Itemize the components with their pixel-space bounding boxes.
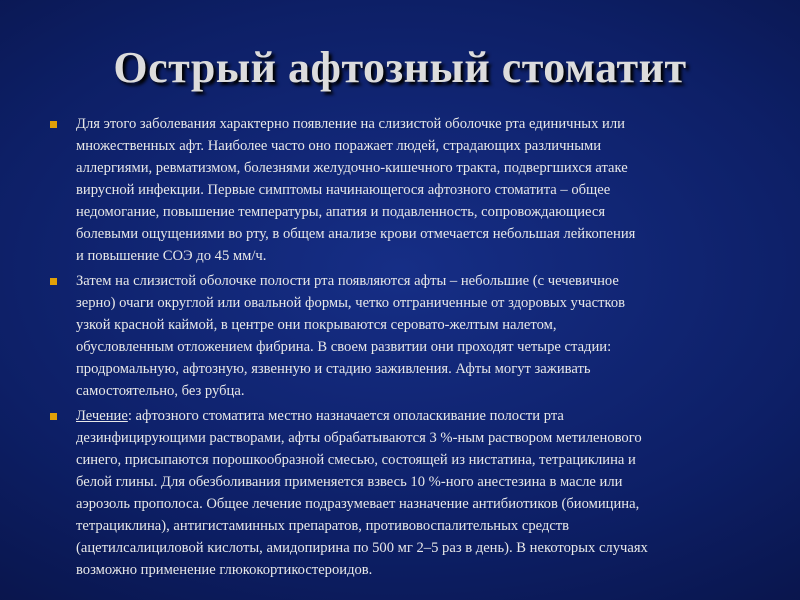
text-line: множественных афт. Наиболее часто оно поражает людей, страдающих различными xyxy=(76,138,602,154)
paragraph-aphthae xyxy=(48,270,762,402)
text-line: возможно применение глюкокортикостероидов. xyxy=(76,562,373,578)
text-line: аллергиями, ревматизмом, болезнями желудочно-кишечного тракта, подвергшихся атаке xyxy=(76,160,628,176)
text-line: болевыми ощущениями во рту, в общем анализе крови отмечается небольшая лейкопения xyxy=(76,226,636,242)
text-line: вирусной инфекции. Первые симптомы начинающегося афтозного стоматита – общее xyxy=(76,182,611,198)
bullet-icon xyxy=(50,413,57,420)
treatment-heading: Лечение xyxy=(76,408,128,424)
slide-title: Острый афтозный стоматит xyxy=(113,43,687,92)
paragraph-symptoms xyxy=(48,113,762,267)
text-line: узкой красной каймой, в центре они покрываются серовато-желтым налетом, xyxy=(76,317,557,333)
text-line: и повышение СОЭ до 45 мм/ч. xyxy=(76,248,267,264)
text-line: тетрациклина), антигистаминных препаратов, противовоспалительных средств xyxy=(76,518,570,534)
bullet-icon xyxy=(50,121,57,128)
text-line: обусловленным отложением фибрина. В своем развитии они проходят четыре стадии: xyxy=(76,339,612,355)
text-line: самостоятельно, без рубца. xyxy=(76,383,245,399)
text-line: белой глины. Для обезболивания применяется взвесь 10 %-ного анестезина в масле или xyxy=(76,474,623,490)
bullet-icon xyxy=(50,278,57,285)
text-line: синего, присыпаются порошкообразной смесью, состоящей из нистатина, тетрациклина и xyxy=(76,452,636,468)
text-line: зерно) очаги округлой или овальной формы, четко отграниченные от здоровых участков xyxy=(76,295,626,311)
text-line: Затем на слизистой оболочке полости рта появляются афты – небольшие (с чечевичное xyxy=(76,273,619,289)
text-line: недомогание, повышение температуры, апатия и подавленность, сопровождающиеся xyxy=(76,204,606,220)
text-line: аэрозоль прополоса. Общее лечение подразумевает назначение антибиотиков (биомицина, xyxy=(76,496,640,512)
text-run: : афтозного стоматита местно назначается ополаскивание полости рта xyxy=(127,408,564,424)
text-line: Для этого заболевания характерно появление на слизистой оболочке рта единичных или xyxy=(76,116,625,132)
text-line: (ацетилсалициловой кислоты, амидопирина по 500 мг 2–5 раз в день). В некоторых случаях xyxy=(76,540,648,556)
text-line-first xyxy=(76,405,762,427)
paragraph-treatment xyxy=(48,405,762,581)
text-line: продромальную, афтозную, язвенную и стадию заживления. Афты могут заживать xyxy=(76,361,591,377)
slide-body xyxy=(48,113,762,584)
text-line: дезинфицирующими растворами, афты обрабатываются 3 %-ным раствором метиленового xyxy=(76,430,642,446)
